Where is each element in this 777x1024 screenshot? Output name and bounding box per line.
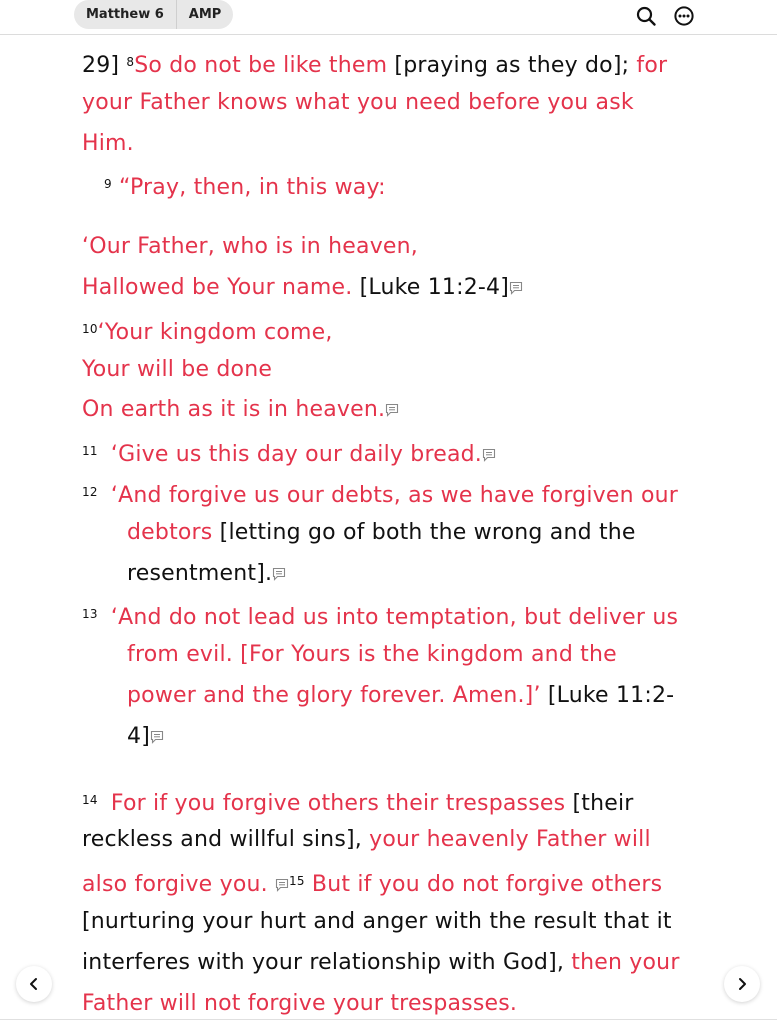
verse-number-15[interactable]: 15 bbox=[289, 874, 305, 889]
verse-line[interactable]: ‘Our Father, who is in heaven, bbox=[82, 234, 418, 260]
search-icon[interactable] bbox=[635, 5, 657, 27]
verse-continuation: 29] bbox=[82, 53, 120, 78]
note-icon[interactable] bbox=[150, 730, 164, 744]
verse-text[interactable]: “Pray, then, in this way: bbox=[119, 175, 386, 201]
verse-text[interactable]: But if you do not forgive others bbox=[311, 872, 663, 898]
verse-line bbox=[82, 861, 722, 902]
more-options-icon[interactable] bbox=[673, 5, 695, 27]
bottom-divider bbox=[0, 1019, 777, 1020]
verse-text[interactable]: ‘And do not lead us into temptation, but deliver us bbox=[110, 605, 679, 631]
verse-line[interactable]: Your will be done bbox=[82, 356, 273, 382]
verse-line bbox=[82, 513, 722, 554]
verse-text[interactable]: power and the glory forever. Amen.]’ bbox=[127, 682, 541, 708]
verse-text[interactable]: ‘Give us this day our daily bread. bbox=[110, 442, 482, 468]
verse-line[interactable]: Father will not forgive your trespasses. bbox=[82, 990, 518, 1016]
verse-line bbox=[82, 164, 722, 205]
note-icon[interactable] bbox=[482, 448, 496, 462]
verse-line bbox=[82, 717, 722, 758]
verse-text[interactable]: ‘Your kingdom come, bbox=[97, 319, 333, 345]
verse-line bbox=[82, 431, 722, 472]
verse-text[interactable]: ‘And forgive us our debts, as we have forgiven our bbox=[110, 482, 678, 508]
verse-line bbox=[82, 820, 722, 861]
cross-reference[interactable]: 4] bbox=[127, 723, 150, 749]
verse-text[interactable]: [praying as they do]; bbox=[387, 53, 630, 78]
verse-line bbox=[82, 594, 722, 635]
verse-number-14[interactable]: 14 bbox=[82, 792, 98, 807]
verse-line bbox=[82, 472, 722, 513]
verse-text[interactable]: So do not be like them bbox=[134, 53, 388, 78]
note-icon[interactable] bbox=[272, 567, 286, 581]
verse-text[interactable]: [letting go of both the wrong and the bbox=[212, 519, 636, 545]
previous-chapter-button[interactable] bbox=[16, 966, 52, 1002]
note-icon[interactable] bbox=[275, 878, 289, 892]
verse-text[interactable]: debtors bbox=[127, 519, 213, 545]
verse-number-8[interactable]: 8 bbox=[126, 55, 135, 69]
note-icon[interactable] bbox=[509, 281, 523, 295]
cross-reference[interactable]: [Luke 11:2-4] bbox=[352, 274, 510, 300]
verse-text[interactable]: then your bbox=[564, 949, 680, 975]
version-button[interactable]: AMP bbox=[188, 7, 222, 22]
verse-line bbox=[82, 390, 722, 431]
verse-text[interactable]: [their bbox=[565, 790, 634, 816]
stanza-gap bbox=[82, 205, 722, 227]
verse-text[interactable]: also forgive you. bbox=[82, 872, 268, 898]
verse-number-12[interactable]: 12 bbox=[82, 484, 98, 499]
verse-text[interactable]: Hallowed be Your name. bbox=[82, 274, 353, 300]
verse-line[interactable]: from evil. [For Yours is the kingdom and the bbox=[127, 642, 617, 668]
verse-number-13[interactable]: 13 bbox=[82, 607, 98, 622]
verse-number-11[interactable]: 11 bbox=[82, 444, 98, 459]
verse-text[interactable]: interferes with your relationship with God], bbox=[82, 949, 565, 975]
next-chapter-button[interactable] bbox=[724, 966, 760, 1002]
verse-line[interactable]: your Father knows what you need before you ask bbox=[82, 89, 634, 115]
verse-line[interactable]: [nurturing your hurt and anger with the result that it bbox=[82, 908, 672, 934]
verse-line bbox=[82, 42, 722, 83]
book-chapter-button[interactable]: Matthew 6 bbox=[86, 7, 164, 22]
verse-line bbox=[82, 943, 722, 984]
verse-number-9[interactable]: 9 bbox=[104, 177, 112, 192]
chevron-left-icon bbox=[27, 977, 41, 991]
scripture-text bbox=[82, 42, 722, 1024]
chevron-right-icon bbox=[735, 977, 749, 991]
note-icon[interactable] bbox=[385, 403, 399, 417]
verse-text[interactable]: For if you forgive others their trespasses bbox=[110, 790, 566, 816]
verse-text[interactable]: your heavenly Father will bbox=[361, 827, 651, 853]
verse-line bbox=[82, 780, 722, 821]
top-bar bbox=[0, 0, 777, 35]
stanza-gap bbox=[82, 758, 722, 780]
verse-line bbox=[82, 676, 722, 717]
verse-line[interactable]: Him. bbox=[82, 130, 134, 156]
verse-text[interactable]: On earth as it is in heaven. bbox=[82, 397, 386, 423]
verse-text[interactable]: for bbox=[629, 53, 668, 78]
verse-line bbox=[82, 309, 722, 350]
verse-number-10[interactable]: 10 bbox=[82, 321, 98, 336]
verse-text[interactable]: reckless and willful sins], bbox=[82, 827, 362, 853]
verse-line bbox=[82, 268, 722, 309]
verse-text[interactable]: resentment]. bbox=[127, 560, 273, 586]
cross-reference[interactable]: [Luke 11:2- bbox=[540, 682, 675, 708]
verse-line bbox=[82, 554, 722, 595]
reference-selector bbox=[74, 0, 233, 29]
